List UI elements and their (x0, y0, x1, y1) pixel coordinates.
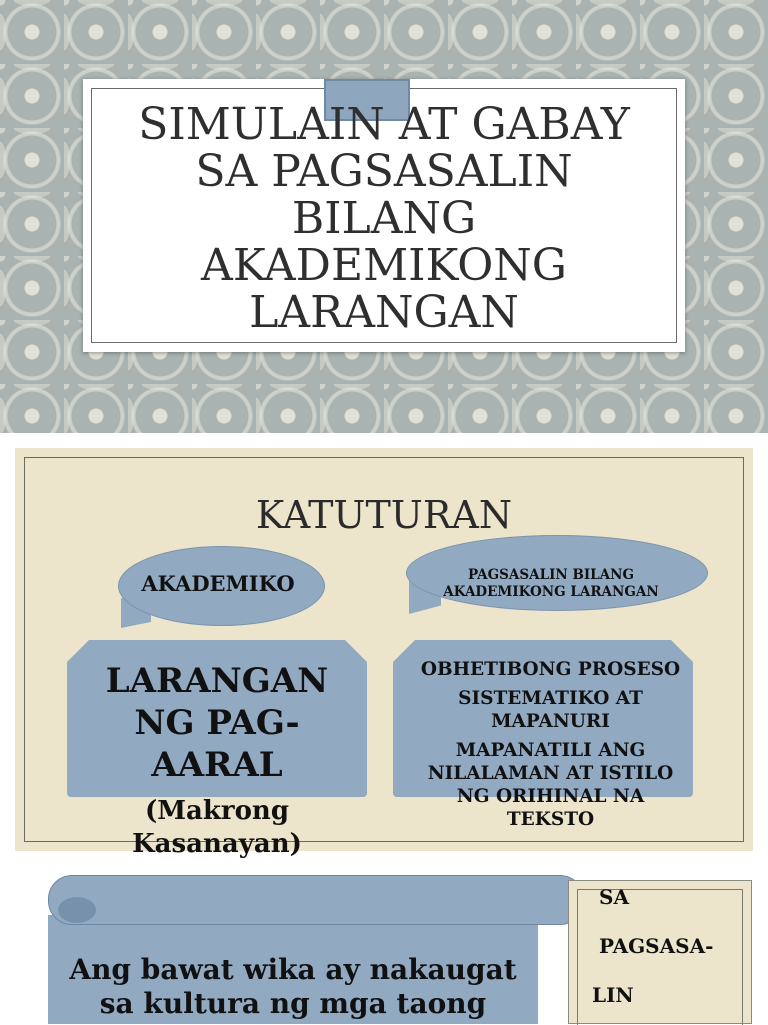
card-larangan-line-3: AARAL (151, 745, 283, 785)
scroll-line-1: Ang bawat wika ay nakaugat (69, 953, 517, 986)
title-line-1: SIMULAIN AT GABAY (138, 99, 630, 150)
title-line-4: AKADEMIKONG (201, 240, 567, 291)
card-larangan-label (67, 660, 367, 786)
card-item-3-line-3: NG ORIHINAL NA (456, 786, 645, 807)
card-item-3 (393, 739, 708, 831)
title-line-3: BILANG (291, 193, 477, 244)
scroll-banner-text (0, 953, 586, 1021)
scroll-banner-roll (48, 875, 584, 925)
card-item-3-line-4: TEKSTO (506, 809, 595, 830)
bubble-pagsasalin-label (412, 567, 690, 601)
bubble-akademiko-label: AKADEMIKO (141, 571, 295, 596)
card-larangan-sub-line-2: Kasanayan) (132, 829, 302, 859)
card-item-3-line-2: NILALAMAN AT ISTILO (427, 763, 674, 784)
card-item-2-line-2: MAPANURI (491, 711, 610, 732)
title-line-5: LARANGAN (249, 287, 519, 338)
bubble-pagsasalin-line-2: AKADEMIKONG LARANGAN (443, 584, 659, 600)
side-line-3: LIN (592, 983, 634, 1007)
card-item-2 (393, 687, 708, 733)
definition-heading: KATUTURAN (255, 493, 513, 537)
card-larangan-line-2: NG PAG- (134, 703, 300, 743)
slide-title (100, 101, 668, 336)
card-item-1-line-1: OBHETIBONG PROSESO (420, 659, 681, 680)
card-item-3-line-1: MAPANATILI ANG (455, 740, 646, 761)
title-line-2: SA PAGSASALIN (195, 146, 573, 197)
card-larangan-line-1: LARANGAN (105, 661, 329, 701)
card-larangan-sub-line-1: (Makrong (144, 796, 290, 826)
scroll-curl-shape (58, 897, 96, 923)
card-item-1 (393, 658, 708, 681)
side-line-1: SA (599, 885, 629, 909)
bubble-pagsasalin-line-1: PAGSASALIN BILANG (467, 567, 635, 583)
card-larangan-subtitle (67, 795, 367, 861)
scroll-line-2: sa kultura ng mga taong (99, 987, 487, 1020)
card-item-2-line-1: SISTEMATIKO AT (458, 688, 643, 709)
card-pagsasalin-list (393, 658, 708, 831)
side-line-2: PAGSASA- (599, 934, 714, 958)
